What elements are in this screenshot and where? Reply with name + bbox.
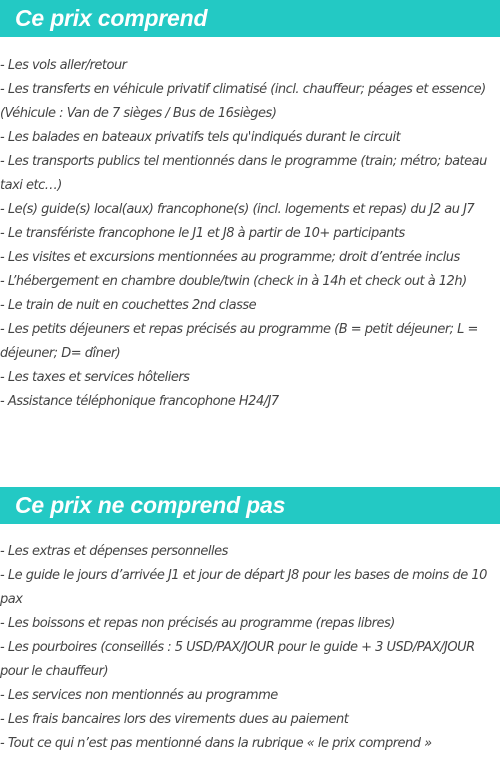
excluded-section-title: Ce prix ne comprend pas <box>15 492 286 518</box>
included-item: - Le transfériste francophone le J1 et J8 à partir de 10+ participants <box>0 226 405 241</box>
included-item: - Les petits déjeuners et repas précisés au programme (B = petit déjeuner; L = déjeuner; D= dîner) <box>0 322 478 361</box>
excluded-item: - Les pourboires (conseillés : 5 USD/PAX/JOUR pour le guide + 3 USD/PAX/JOUR pour le chauffeur) <box>0 640 475 679</box>
excluded-item: - Les frais bancaires lors des virements dues au paiement <box>0 712 349 727</box>
included-item: - Les transports publics tel mentionnés dans le programme (train; métro; bateau taxi etc…) <box>0 154 487 193</box>
included-item: - Les visites et excursions mentionnées au programme; droit d’entrée inclus <box>0 250 460 265</box>
included-item: - Les transferts en véhicule privatif climatisé (incl. chauffeur; péages et essence) (Véhicule : Van de 7 sièges / Bus de 16sièges) <box>0 82 486 121</box>
included-item: - Assistance téléphonique francophone H24/J7 <box>0 394 279 409</box>
excluded-item: - Tout ce qui n’est pas mentionné dans la rubrique « le prix comprend » <box>0 736 432 751</box>
excluded-item: - Les boissons et repas non précisés au programme (repas libres) <box>0 616 395 631</box>
included-item: - Les taxes et services hôteliers <box>0 370 190 385</box>
included-item: - Les vols aller/retour <box>0 58 127 73</box>
excluded-items-list <box>0 540 500 756</box>
included-section-title: Ce prix comprend <box>15 5 208 31</box>
excluded-section-header <box>0 487 500 524</box>
excluded-item: - Les services non mentionnés au programme <box>0 688 278 703</box>
excluded-item: - Le guide le jours d’arrivée J1 et jour de départ J8 pour les bases de moins de 10 pax <box>0 568 487 607</box>
included-items-list <box>0 54 500 414</box>
included-item: - L’hébergement en chambre double/twin (check in à 14h et check out à 12h) <box>0 274 467 289</box>
included-item: - Les balades en bateaux privatifs tels qu'indiqués durant le circuit <box>0 130 401 145</box>
included-section-header <box>0 0 500 37</box>
included-item: - Le train de nuit en couchettes 2nd classe <box>0 298 257 313</box>
excluded-item: - Les extras et dépenses personnelles <box>0 544 228 559</box>
included-item: - Le(s) guide(s) local(aux) francophone(s) (incl. logements et repas) du J2 au J7 <box>0 202 475 217</box>
